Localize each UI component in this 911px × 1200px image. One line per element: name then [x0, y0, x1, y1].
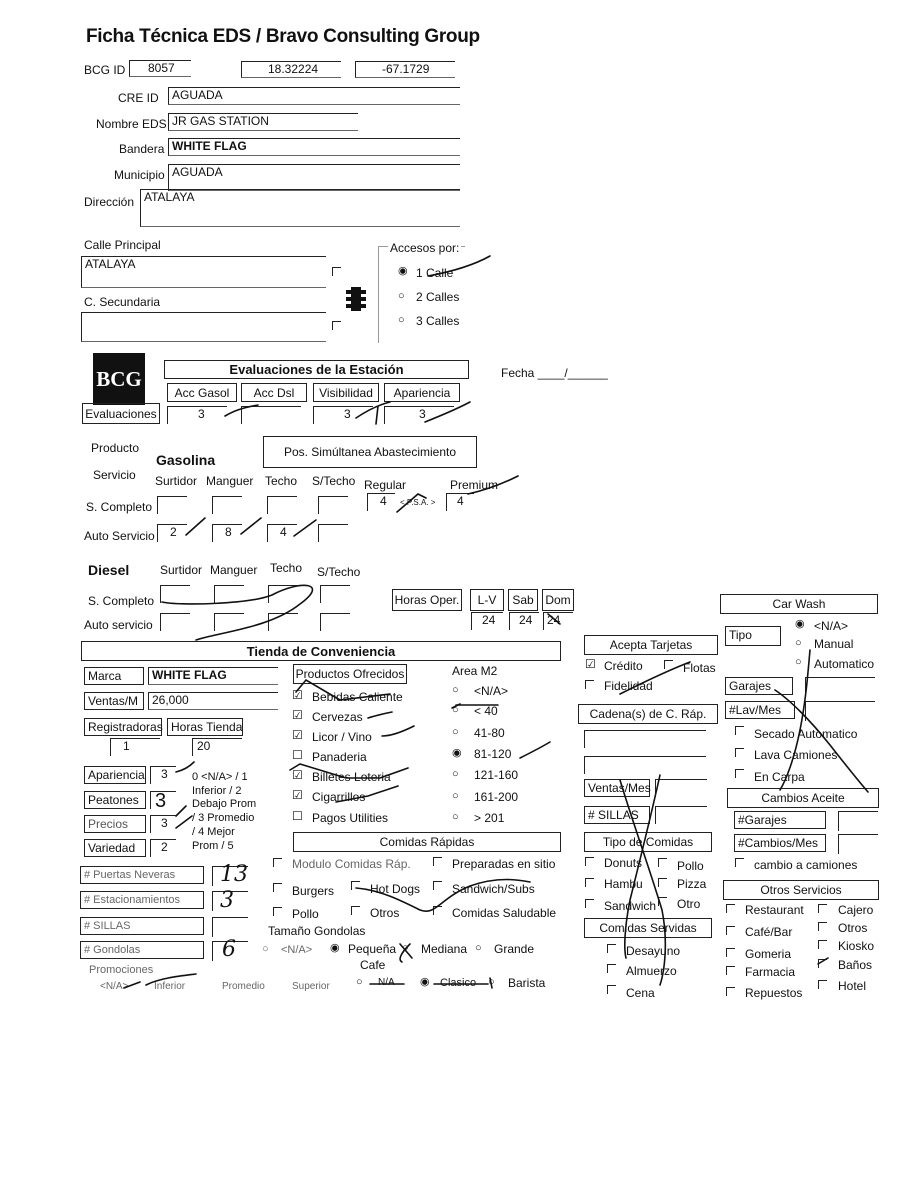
- tamano-grande-label: Grande: [494, 942, 535, 956]
- calle-secundaria-field[interactable]: [81, 312, 326, 342]
- area-4-label: 121-160: [474, 768, 519, 782]
- cadena-field-1[interactable]: [584, 730, 706, 748]
- direccion-field[interactable]: ATALAYA: [140, 189, 460, 227]
- dsl-as-manguer[interactable]: [214, 613, 244, 631]
- direccion-label: Dirección: [84, 195, 135, 209]
- marca-field[interactable]: WHITE FLAG: [148, 667, 278, 685]
- peatones-label: Peatones: [84, 791, 146, 809]
- cambio-camiones-label: cambio a camiones: [754, 858, 858, 872]
- credito-label: Crédito: [604, 659, 643, 673]
- tipo-na-radio[interactable]: ◉: [795, 618, 805, 630]
- otros-right-1-label: Otros: [838, 921, 868, 935]
- neveras-handwritten: 13: [220, 862, 248, 887]
- tamano-mediana-radio[interactable]: ○: [402, 942, 409, 954]
- tamano-pequena-label: Pequeña: [348, 942, 397, 956]
- en-carpa-label: En Carpa: [754, 770, 805, 784]
- dsl-sc-techo[interactable]: [268, 585, 298, 603]
- tamano-grande-radio[interactable]: ○: [475, 942, 482, 954]
- scale-line-0: 0 <N/A> / 1: [192, 771, 248, 783]
- tamano-na-radio[interactable]: ○: [262, 943, 269, 955]
- sandwich-subs-checkbox[interactable]: [433, 881, 442, 890]
- principal-checkbox[interactable]: [332, 267, 341, 276]
- otros-right-0-checkbox[interactable]: [818, 904, 827, 913]
- horas-oper-label: Horas Oper.: [392, 589, 462, 611]
- tipo-comidas-header: Tipo de Comidas: [584, 832, 712, 852]
- fecha-label: Fecha ____/______: [501, 366, 608, 380]
- almuerzo-label: Almuerzo: [626, 964, 677, 978]
- tienda-header: Tienda de Conveniencia: [81, 641, 561, 661]
- preparadas-checkbox[interactable]: [433, 857, 442, 866]
- dsl-techo-header: Techo: [270, 561, 303, 575]
- pollo-cr-label: Pollo: [677, 859, 704, 873]
- otros-left-0-label: Restaurant: [745, 903, 804, 917]
- promo-promedio[interactable]: Promedio: [222, 981, 265, 992]
- ventas-m-field[interactable]: 26,000: [148, 692, 278, 710]
- bandera-label: Bandera: [119, 142, 165, 156]
- fidelidad-label: Fidelidad: [604, 679, 653, 693]
- sillas-tienda-label: # SILLAS: [80, 917, 204, 935]
- sillas-cr-field[interactable]: [655, 806, 707, 824]
- pollo-cr-checkbox[interactable]: [658, 858, 667, 867]
- gas-auto-servicio-label: Auto Servicio: [84, 529, 155, 543]
- donuts-checkbox[interactable]: [585, 857, 594, 866]
- precios-label: Precios: [84, 815, 146, 833]
- evaluaciones-row-label: Evaluaciones: [82, 403, 160, 424]
- saludable-label: Comidas Saludable: [452, 906, 557, 920]
- accesos-1-label: 1 Calle: [416, 266, 454, 280]
- otros-servicios-header: Otros Servicios: [723, 880, 879, 900]
- otros-left-3-checkbox[interactable]: [726, 966, 735, 975]
- desayuno-checkbox[interactable]: [607, 944, 616, 953]
- promo-na[interactable]: <N/A>: [100, 981, 129, 992]
- gas-techo-header: Techo: [265, 474, 298, 488]
- ventas-mes-field[interactable]: [655, 779, 707, 797]
- otros-left-2-label: Gomeria: [745, 947, 792, 961]
- gas-surtidor-header: Surtidor: [155, 474, 198, 488]
- area-6-label: > 201: [474, 811, 505, 825]
- horas-lv-header: L-V: [470, 589, 504, 611]
- area-1-radio[interactable]: ○: [452, 704, 459, 716]
- gas-sc-stecho[interactable]: [318, 496, 348, 514]
- gas-sc-manguer[interactable]: [212, 496, 242, 514]
- sandwich-cr-label: Sandwich: [604, 899, 657, 913]
- burgers-label: Burgers: [292, 884, 335, 898]
- variedad-label: Variedad: [84, 839, 146, 857]
- burgers-checkbox[interactable]: [273, 883, 282, 892]
- dsl-sc-manguer[interactable]: [214, 585, 244, 603]
- area-2-radio[interactable]: ○: [452, 726, 459, 738]
- cena-label: Cena: [626, 986, 655, 1000]
- cafe-clasico-radio[interactable]: ◉: [420, 976, 430, 988]
- otros-left-1-label: Café/Bar: [745, 925, 793, 939]
- garajes-label: Garajes: [725, 677, 793, 695]
- acc-dsl-header: Acc Dsl: [241, 383, 307, 402]
- garajes-aceite-label: #Garajes: [734, 811, 826, 829]
- lava-camiones-checkbox[interactable]: [735, 748, 744, 757]
- accesos-3-radio[interactable]: ○: [398, 314, 405, 326]
- producto-label: Producto: [91, 441, 140, 455]
- visibilidad-header: Visibilidad: [313, 383, 379, 402]
- premium-value[interactable]: 4: [446, 493, 474, 511]
- cafe-label: Cafe: [360, 958, 386, 972]
- horas-dom-header: Dom: [542, 589, 574, 611]
- registradoras-value[interactable]: 1: [110, 738, 160, 756]
- acepta-tarjetas-header: Acepta Tarjetas: [584, 635, 718, 655]
- neveras-label: # Puertas Neveras: [80, 866, 204, 884]
- otros-right-4-checkbox[interactable]: [818, 980, 827, 989]
- otros-right-0-label: Cajero: [838, 903, 874, 917]
- area-6-radio[interactable]: ○: [452, 811, 459, 823]
- dsl-sc-surtidor[interactable]: [160, 585, 190, 603]
- garajes-aceite-field[interactable]: [838, 811, 878, 831]
- flotas-label: Flotas: [683, 661, 716, 675]
- cambios-mes-label: #Cambios/Mes: [734, 834, 826, 852]
- estacionamientos-label: # Estacionamientos: [80, 891, 204, 909]
- apariencia-value[interactable]: 3: [384, 406, 454, 424]
- registradoras-label: Registradoras: [84, 718, 162, 736]
- horas-tienda-label: Horas Tienda: [167, 718, 243, 736]
- lav-mes-label: #Lav/Mes: [725, 701, 795, 719]
- otros-left-3-label: Farmacia: [745, 965, 796, 979]
- scale-line-5: Prom / 5: [192, 840, 234, 852]
- acc-gasol-value[interactable]: 3: [167, 406, 227, 424]
- scale-line-3: / 3 Promedio: [192, 812, 255, 824]
- psa-label: < P.S.A. >: [400, 498, 436, 507]
- cafe-na-radio[interactable]: ○: [356, 976, 363, 988]
- evaluaciones-header: Evaluaciones de la Estación: [164, 360, 469, 379]
- otros-left-2-checkbox[interactable]: [726, 948, 735, 957]
- sandwich-subs-label: Sandwich/Subs: [452, 882, 535, 896]
- donuts-label: Donuts: [604, 856, 643, 870]
- bcg-id-field[interactable]: 8057: [129, 60, 191, 77]
- modulo-checkbox[interactable]: [273, 858, 282, 867]
- bcg-logo: BCG: [93, 353, 145, 405]
- apariencia-tienda-value[interactable]: 3: [150, 766, 176, 784]
- scale-line-1: Inferior / 2: [192, 785, 242, 797]
- area-0-label: <N/A>: [474, 684, 509, 698]
- gas-s-completo-label: S. Completo: [86, 500, 153, 514]
- sillas-cr-label: # SILLAS: [584, 806, 650, 824]
- cadena-field-2[interactable]: [584, 756, 706, 774]
- otros-left-4-checkbox[interactable]: [726, 987, 735, 996]
- accesos-2-label: 2 Calles: [416, 290, 460, 304]
- otros-left-1-checkbox[interactable]: [726, 926, 735, 935]
- dsl-stecho-header: S/Techo: [317, 565, 361, 579]
- pollo-tienda-label: Pollo: [292, 907, 319, 921]
- gas-stecho-header: S/Techo: [312, 474, 356, 488]
- gas-as-surtidor[interactable]: 2: [157, 524, 187, 542]
- saludable-checkbox[interactable]: [433, 906, 442, 915]
- fidelidad-checkbox[interactable]: [585, 680, 594, 689]
- dsl-sc-stecho[interactable]: [320, 585, 350, 603]
- acc-dsl-value[interactable]: [241, 406, 301, 424]
- area-0-radio[interactable]: ○: [452, 684, 459, 696]
- nombre-eds-label: Nombre EDS: [96, 117, 167, 131]
- servicio-label: Servicio: [93, 468, 136, 482]
- preparadas-label: Preparadas en sitio: [452, 857, 556, 871]
- scale-line-2: Debajo Prom: [192, 798, 257, 810]
- otros-right-3-checkbox[interactable]: [818, 959, 827, 968]
- tamano-na-label: <N/A>: [281, 944, 313, 956]
- area-label: Area M2: [452, 664, 498, 678]
- apariencia-header: Apariencia: [384, 383, 460, 402]
- longitude-field[interactable]: -67.1729: [355, 61, 455, 78]
- otros-left-4-label: Repuestos: [745, 986, 803, 1000]
- area-5-radio[interactable]: ○: [452, 790, 459, 802]
- secado-label: Secado Automatico: [754, 727, 858, 741]
- otro-cr-checkbox[interactable]: [658, 897, 667, 906]
- promociones-label: Promociones: [89, 964, 154, 976]
- secundaria-checkbox[interactable]: [332, 321, 341, 330]
- tipo-manual-radio[interactable]: ○: [795, 637, 802, 649]
- dsl-auto-servicio-label: Auto servicio: [84, 618, 153, 632]
- dsl-manguer-header: Manguer: [210, 563, 258, 577]
- producto-0-label: Bebidas Caliente: [312, 690, 403, 704]
- otros-right-4-label: Hotel: [838, 979, 867, 993]
- horas-tienda-value[interactable]: 20: [192, 738, 242, 756]
- cambios-aceite-header: Cambios Aceite: [727, 788, 879, 808]
- promo-superior[interactable]: Superior: [292, 981, 330, 992]
- productos-header: Productos Ofrecidos: [293, 664, 407, 684]
- car-wash-header: Car Wash: [720, 594, 878, 614]
- variedad-value[interactable]: 2: [150, 839, 176, 857]
- producto-4-checkbox[interactable]: ☑: [292, 768, 303, 782]
- otros-tienda-label: Otros: [370, 906, 400, 920]
- gas-as-techo[interactable]: 4: [267, 524, 297, 542]
- cambios-mes-field[interactable]: [838, 834, 878, 854]
- calle-principal-field[interactable]: ATALAYA: [81, 256, 326, 288]
- producto-5-checkbox[interactable]: ☑: [292, 788, 303, 802]
- tipo-auto-label: Automatico: [814, 657, 875, 671]
- horas-dom-value[interactable]: 24: [543, 612, 573, 630]
- comidas-servidas-header: Comidas Servidas: [584, 918, 712, 938]
- area-3-label: 81-120: [474, 747, 512, 761]
- precios-value[interactable]: 3: [150, 815, 176, 833]
- producto-4-label: Billetes Loteria: [312, 770, 391, 784]
- municipio-field[interactable]: AGUADA: [168, 164, 460, 191]
- traffic-light-icon: [345, 286, 367, 312]
- desayuno-label: Desayuno: [626, 944, 681, 958]
- bandera-field[interactable]: WHITE FLAG: [168, 138, 460, 156]
- otros-left-0-checkbox[interactable]: [726, 904, 735, 913]
- pollo-tienda-checkbox[interactable]: [273, 907, 282, 916]
- hambu-label: Hambu: [604, 877, 643, 891]
- area-5-label: 161-200: [474, 790, 519, 804]
- tamano-mediana-label: Mediana: [421, 942, 468, 956]
- bcg-id-label: BCG ID: [84, 63, 126, 77]
- area-2-label: 41-80: [474, 726, 505, 740]
- tipo-na-label: <N/A>: [814, 619, 849, 633]
- producto-6-label: Pagos Utilities: [312, 811, 389, 825]
- promo-inferior[interactable]: Inferior: [154, 981, 186, 992]
- producto-3-checkbox[interactable]: ☐: [292, 748, 303, 762]
- horas-sab-header: Sab: [508, 589, 538, 611]
- flotas-checkbox[interactable]: [664, 660, 673, 669]
- gasolina-heading: Gasolina: [156, 452, 216, 468]
- modulo-label: Modulo Comidas Ráp.: [292, 857, 411, 871]
- tipo-auto-radio[interactable]: ○: [795, 656, 802, 668]
- apariencia-label: Apariencia: [84, 766, 146, 784]
- area-3-radio[interactable]: ◉: [452, 747, 462, 759]
- en-carpa-checkbox[interactable]: [735, 769, 744, 778]
- dsl-as-stecho[interactable]: [320, 613, 350, 631]
- comidas-rapidas-header: Comidas Rápidas: [293, 832, 561, 852]
- producto-1-checkbox[interactable]: ☑: [292, 708, 303, 722]
- dsl-surtidor-header: Surtidor: [160, 563, 203, 577]
- almuerzo-checkbox[interactable]: [607, 964, 616, 973]
- producto-1-label: Cervezas: [312, 710, 363, 724]
- hotdogs-checkbox[interactable]: [351, 881, 360, 890]
- accesos-3-label: 3 Calles: [416, 314, 460, 328]
- cena-checkbox[interactable]: [607, 985, 616, 994]
- gas-manguer-header: Manguer: [206, 474, 254, 488]
- regular-label: Regular: [364, 478, 407, 492]
- pizza-checkbox[interactable]: [658, 878, 667, 887]
- municipio-label: Municipio: [114, 168, 165, 182]
- cafe-barista-label: Barista: [508, 976, 546, 990]
- area-4-radio[interactable]: ○: [452, 768, 459, 780]
- gondolas-label: # Gondolas: [80, 941, 204, 959]
- cambio-camiones-checkbox[interactable]: [735, 858, 744, 867]
- otros-tienda-checkbox[interactable]: [351, 906, 360, 915]
- tamano-pequena-radio[interactable]: ◉: [330, 942, 340, 954]
- producto-5-label: Cigarrillos: [312, 790, 366, 804]
- cre-id-field[interactable]: AGUADA: [168, 87, 460, 105]
- dsl-s-completo-label: S. Completo: [88, 594, 155, 608]
- secado-checkbox[interactable]: [735, 726, 744, 735]
- premium-label: Premium: [450, 478, 499, 492]
- otros-right-2-label: Kiosko: [838, 939, 875, 953]
- calle-secundaria-label: C. Secundaria: [84, 295, 161, 309]
- sandwich-cr-checkbox[interactable]: [585, 899, 594, 908]
- otro-cr-label: Otro: [677, 897, 701, 911]
- gas-as-manguer[interactable]: 8: [212, 524, 242, 542]
- otros-right-3-label: Baños: [838, 958, 873, 972]
- accesos-1-radio[interactable]: ◉: [398, 265, 408, 277]
- producto-2-label: Licor / Vino: [312, 730, 372, 744]
- gas-sc-techo[interactable]: [267, 496, 297, 514]
- accesos-2-radio[interactable]: ○: [398, 290, 405, 302]
- tipo-label: Tipo: [725, 626, 781, 646]
- tamano-label: Tamaño Gondolas: [268, 924, 366, 938]
- hambu-checkbox[interactable]: [585, 878, 594, 887]
- otros-right-1-checkbox[interactable]: [818, 922, 827, 931]
- horas-lv-value[interactable]: 24: [471, 612, 503, 630]
- cafe-na-label: N/A: [378, 977, 395, 988]
- ventas-m-label: Ventas/M: [84, 692, 144, 710]
- producto-0-checkbox[interactable]: ☑: [292, 688, 303, 702]
- gas-as-stecho[interactable]: [318, 524, 348, 542]
- lav-mes-field[interactable]: [805, 701, 875, 721]
- estacionamientos-handwritten: 3: [220, 888, 234, 913]
- latitude-field[interactable]: 18.32224: [241, 61, 341, 78]
- regular-value[interactable]: 4: [367, 493, 395, 511]
- area-1-label: < 40: [474, 704, 498, 718]
- accesos-label: Accesos por:: [390, 241, 460, 255]
- peatones-value[interactable]: 3: [150, 791, 176, 809]
- credito-checkbox[interactable]: ☑: [585, 657, 596, 671]
- cadena-header: Cadena(s) de C. Ráp.: [578, 704, 718, 724]
- cafe-clasico-label: Clasico: [440, 977, 477, 989]
- lava-camiones-label: Lava Camiones: [754, 748, 838, 762]
- gas-sc-surtidor[interactable]: [157, 496, 187, 514]
- gondolas-handwritten: 6: [222, 937, 236, 962]
- calle-principal-label: Calle Principal: [84, 238, 161, 252]
- cafe-barista-radio[interactable]: ○: [488, 976, 495, 988]
- scale-line-4: / 4 Mejor: [192, 826, 235, 838]
- ventas-mes-label: Ventas/Mes: [584, 779, 650, 797]
- pos-simultanea-header: Pos. Simúltanea Abastecimiento: [263, 436, 477, 468]
- hotdogs-label: Hot Dogs: [370, 882, 421, 896]
- diesel-heading: Diesel: [88, 562, 130, 578]
- acc-gasol-header: Acc Gasol: [167, 383, 237, 402]
- page-title: Ficha Técnica EDS / Bravo Consulting Group: [86, 26, 480, 47]
- producto-3-label: Panaderia: [312, 750, 367, 764]
- producto-6-checkbox[interactable]: ☐: [292, 809, 303, 823]
- cre-id-label: CRE ID: [118, 91, 159, 105]
- garajes-field[interactable]: [805, 677, 875, 697]
- visibilidad-value[interactable]: 3: [313, 406, 373, 424]
- sillas-tienda-value[interactable]: [212, 917, 248, 937]
- tipo-manual-label: Manual: [814, 637, 854, 651]
- pizza-label: Pizza: [677, 877, 707, 891]
- horas-sab-value[interactable]: 24: [509, 612, 539, 630]
- producto-2-checkbox[interactable]: ☑: [292, 728, 303, 742]
- dsl-as-surtidor[interactable]: [160, 613, 190, 631]
- marca-label: Marca: [84, 667, 144, 685]
- dsl-as-techo[interactable]: [268, 613, 298, 631]
- otros-right-2-checkbox[interactable]: [818, 940, 827, 949]
- nombre-eds-field[interactable]: JR GAS STATION: [168, 113, 358, 131]
